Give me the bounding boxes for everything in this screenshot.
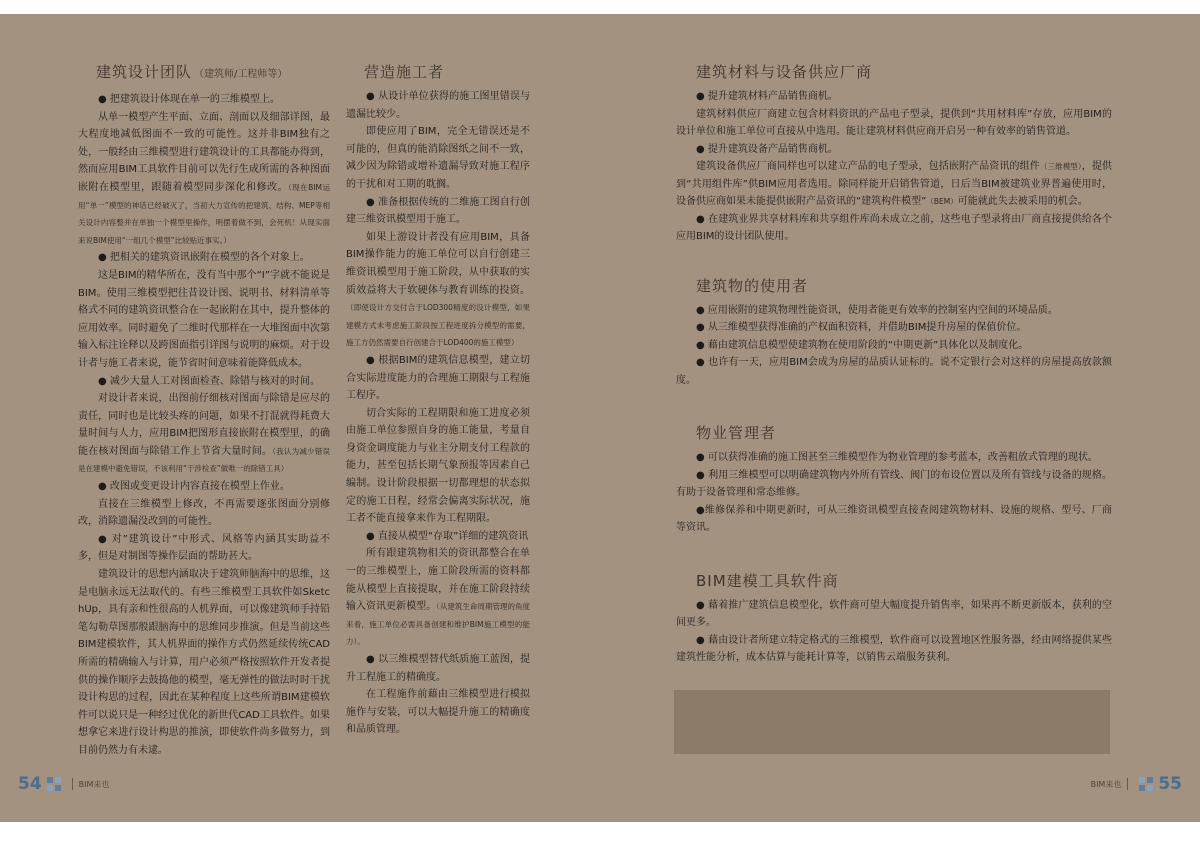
- section-heading: 建筑材料与设备供应厂商: [696, 63, 873, 81]
- bullet-paragraph: ● 在建筑业界共享材料库和共享组件库尚未成立之前，这些电子型录将由厂商直接提供给各个应用BIM的设计团队使用。: [676, 213, 1112, 242]
- bullet-paragraph: ● 利用三维模型可以明确建筑物内外所有管线、阀门的布设位置以及所有管线与设备的规格。有助于设备管理和常态维修。: [676, 469, 1112, 498]
- column-design-team: [78, 62, 330, 760]
- left-page-footer: [18, 776, 109, 792]
- body-paragraph: 对设计者来说，出图前仔细核对图面与除错是应尽的责任，同时也是比较头疼的问题，如果不打混就得耗费大量时间与人力，应用BIM把图形直接嵌附在模型里，的确能在核对图面与除错工作上节省大量时间。（我认为减少错误是在建模中避免错误，不该利用“干涉检查”做唯一的除错工具）: [78, 393, 331, 474]
- body-paragraph: 建筑材料供应厂商建立包含材料资讯的产品电子型录，提供到“共用材料库”存放，应用BIM的设计单位和施工单位可直接从中选用。能让建筑材料供应商开启另一种有效率的销售管道。: [676, 108, 1112, 137]
- bullet-paragraph: ● 对”建筑设计”中形式、风格等内涵其实助益不多，但是对制图等操作层面的帮助甚大。: [78, 533, 330, 563]
- grid-logo-icon: [1139, 777, 1153, 791]
- body-paragraph: 直接在三维模型上修改，不再需要逐张图面分别修改，消除遗漏没改到的可能性。: [78, 498, 330, 528]
- body-paragraph: 建筑设计的思想内涵取决于建筑师脑海中的思维，这是电脑永远无法取代的。有些三维模型工具软件如SketchUp，具有亲和性很高的人机界面，可以像建筑师手持铅笔勾勒草图那般跟脑海中的思维同步推演。但是当前这些BIM建模软件，其人机界面的操作方式仍然延续传统CAD所需的精确输入与计算，用户必须严格按照软件开发者提供的操作顺序去鼓捣他的模型，毫无弹性的做法时时干扰设计构思的过程，因此在某种程度上这些所谓BIM建模软件可以说只是一种经过优化的新世代CAD工具软件。如果想拿它来进行设计构思的推演，即使软件尚多做努力，到目前仍然力有未逮。: [78, 569, 330, 756]
- bullet-paragraph: ● 从设计单位获得的施工图里错误与遗漏比较少。: [346, 91, 530, 120]
- bullet-paragraph: ● 减少大量人工对图面检查、除错与核对的时间。: [98, 375, 320, 387]
- section-heading: 建筑物的使用者: [696, 276, 809, 295]
- bullet-paragraph: ● 直接从模型“存取”详细的建筑资讯: [366, 530, 529, 542]
- bullet-paragraph: ● 根据BIM的建筑信息模型，建立切合实际进度能力的合理施工期限与工程施工程序。: [346, 354, 530, 402]
- side-note: （现在BIM运用“单一”模型的神话已经破灭了，当初大力宣传的把建筑、结构、MEP等相关设计内容整并在单独一个模型里操作，明摆着做不到，会死机！从现实面来说BIM使用“一组几个模型”比较贴近事实。）: [78, 182, 331, 245]
- side-note: （即使设计方交付合于LOD300精度的设计模型，如果建模方式未考虑施工阶段按工程进度拆分模型的需要，施工方仍然需要自行创建合于LOD400的施工模型）: [346, 303, 530, 348]
- running-title: BIM来也: [78, 779, 110, 789]
- section-heading: 营造施工者: [364, 63, 445, 81]
- bullet-paragraph: ● 提升建筑材料产品销售商机。: [696, 91, 838, 102]
- bullet-paragraph: ● 从三维模型获得准确的产权面积资料，并借助BIM提升房屋的保值价位。: [696, 322, 1027, 333]
- side-note: （我认为减少错误是在建模中避免错误，不该利用“干涉检查”做唯一的除错工具）: [78, 446, 331, 474]
- column-right-page: [676, 62, 1112, 667]
- bullet-paragraph: ● 改图或变更设计内容直接在模型上作业。: [98, 481, 290, 493]
- body-paragraph: 即使应用了BIM，完全无错误还是不可能的，但真的能消除图纸之间不一致，减少因为除错或增补遗漏导致对施工程序的干扰和对工期的耽搁。: [346, 126, 530, 190]
- bullet-paragraph: ● 以三维模型替代纸质施工蓝图，提升工程施工的精确度。: [346, 654, 530, 683]
- page-number: 55: [1158, 774, 1182, 794]
- side-note: （BEM）: [926, 197, 958, 206]
- body-paragraph: 如果上游设计者没有应用BIM，具备BIM操作能力的施工单位可以自行创建三维资讯模型用于施工阶段，从中获取的实质效益将大于软硬体与教育训练的投资。（即使设计方交付合于LOD300精度的设计模型，如果建模方式未考虑施工阶段按工程进度拆分模型的需要，施工方仍然需要自行创建合于LOD400的施工模型）: [346, 231, 530, 348]
- divider: [72, 778, 73, 790]
- bullet-paragraph: ● 应用嵌附的建筑物理性能资讯，使用者能更有效率的控制室内空间的环境品质。: [696, 304, 1058, 316]
- body-paragraph: 在工程施作前藉由三维模型进行模拟施作与安装，可以大幅提升施工的精确度和品质管理。: [346, 689, 530, 736]
- divider: [1127, 778, 1128, 790]
- magazine-spread: [0, 14, 1200, 822]
- bullet-paragraph: ● 藉由设计者所建立特定格式的三维模型，软件商可以设置地区性服务器，经由网络提供某些建筑性能分析，成本估算与能耗计算等，以销售云端服务获利。: [676, 634, 1112, 663]
- bullet-paragraph: ● 可以获得准确的施工图甚至三维模型作为物业管理的参考蓝本，改善粗放式管理的现状。: [696, 452, 1098, 463]
- bullet-paragraph: ● 藉由建筑信息模型使建筑物在使用阶段的“中期更新”具体化以及制度化。: [696, 339, 1029, 351]
- body-paragraph: 建筑设备供应厂商同样也可以建立产品的电子型录，包括嵌附产品资讯的组件（三维模型），提供到“共用组件库”供BIM应用者选用。除同样能开启销售管道，日后当BIM被建筑业界普遍使用时，设备供应商如果未能提供嵌附产品资讯的“建筑构件模型”（BEM）可能就此失去被采用的机会。: [676, 161, 1113, 207]
- right-page-footer: [1091, 776, 1182, 792]
- body-paragraph: 从单一模型产生平面、立面、剖面以及细部详图，最大程度地减低图面不一致的可能性。这并非BIM独有之处，一般经由三维模型进行建筑设计的工具都能办得到，然而应用BIM工具软件目前可以先行生成所需的各种图面嵌附在模型里，跟随着模型同步深化和修改。（现在BIM运用“单一”模型的神话已经破灭了，当初大力宣传的把建筑、结构、MEP等相关设计内容整并在单独一个模型里操作，明摆着做不到，会死机！从现实面来说BIM使用“一组几个模型”比较贴近事实。）: [78, 111, 331, 245]
- bullet-paragraph: ● 提升建筑设备产品销售商机。: [696, 143, 838, 155]
- body-paragraph: 所有跟建筑物相关的资讯都整合在单一的三维模型上，施工阶段所需的资料都能从模型上直接提取，并在施工阶段持续输入资讯更新模型。（从建筑生命周期管理的角度来看，施工单位必需具备创建和维护BIM施工模型的能力）。: [346, 548, 531, 647]
- column-contractor: [346, 62, 530, 739]
- page-number: 54: [18, 774, 42, 794]
- body-paragraph: 切合实际的工程期限和施工进度必须由施工单位参照自身的施工能量，考量自身资金调度能力与业主分期支付工程款的能力，甚至包括长期气象预报等因素自己编制。设计阶段根据一切都理想的状态拟定的施工日程，经常会偏离实际状况，施工者不能直接拿来作为工程期限。: [346, 407, 530, 525]
- heading-text: 建筑设计团队: [96, 63, 193, 81]
- section-heading: BIM建模工具软件商: [696, 571, 839, 590]
- bullet-paragraph: ● 也许有一天，应用BIM会成为房屋的品质认证标的。说不定银行会对这样的房屋提高放款额度。: [676, 357, 1112, 386]
- bullet-paragraph: ● 藉着推广建筑信息模型化，软件商可望大幅度提升销售率，如果再不断更新版本，获利的空间更多。: [676, 599, 1112, 628]
- heading-subtitle: （建筑师/工程师等）: [194, 69, 288, 80]
- image-placeholder-box: [674, 690, 1110, 754]
- bullet-paragraph: ● 把相关的建筑资讯嵌附在模型的各个对象上。: [98, 252, 310, 264]
- grid-logo-icon: [47, 777, 61, 791]
- section-heading: 物业管理者: [696, 424, 777, 442]
- bullet-paragraph: ● 把建筑设计体现在单一的三维模型上。: [98, 94, 280, 105]
- section-heading: [96, 62, 330, 85]
- running-title: BIM来也: [1090, 779, 1122, 789]
- body-paragraph: 这是BIM的精华所在，没有当中那个“I”字就不能说是BIM。使用三维模型把往昔设计图、说明书、材料清单等格式不同的建筑资讯整合在一起嵌附在其中，提升整体的应用效率。同时避免了二维时代那样在一大堆图面中次第输入标注诠释以及跨图面指引详图与说明的麻烦。对于设计者与施工者来说，能节省时间意味着能降低成本。: [78, 269, 330, 369]
- side-note: （从建筑生命周期管理的角度来看，施工单位必需具备创建和维护BIM施工模型的能力）。: [346, 602, 531, 647]
- bullet-paragraph: ● 准备根据传统的二维施工图自行创建三维资讯模型用于施工。: [346, 196, 530, 226]
- side-note: （三维模型）: [1039, 162, 1082, 171]
- bullet-paragraph: ●维修保养和中期更新时，可从三维资讯模型直接查阅建筑物材料、设施的规格、型号、厂商等资讯。: [676, 504, 1112, 533]
